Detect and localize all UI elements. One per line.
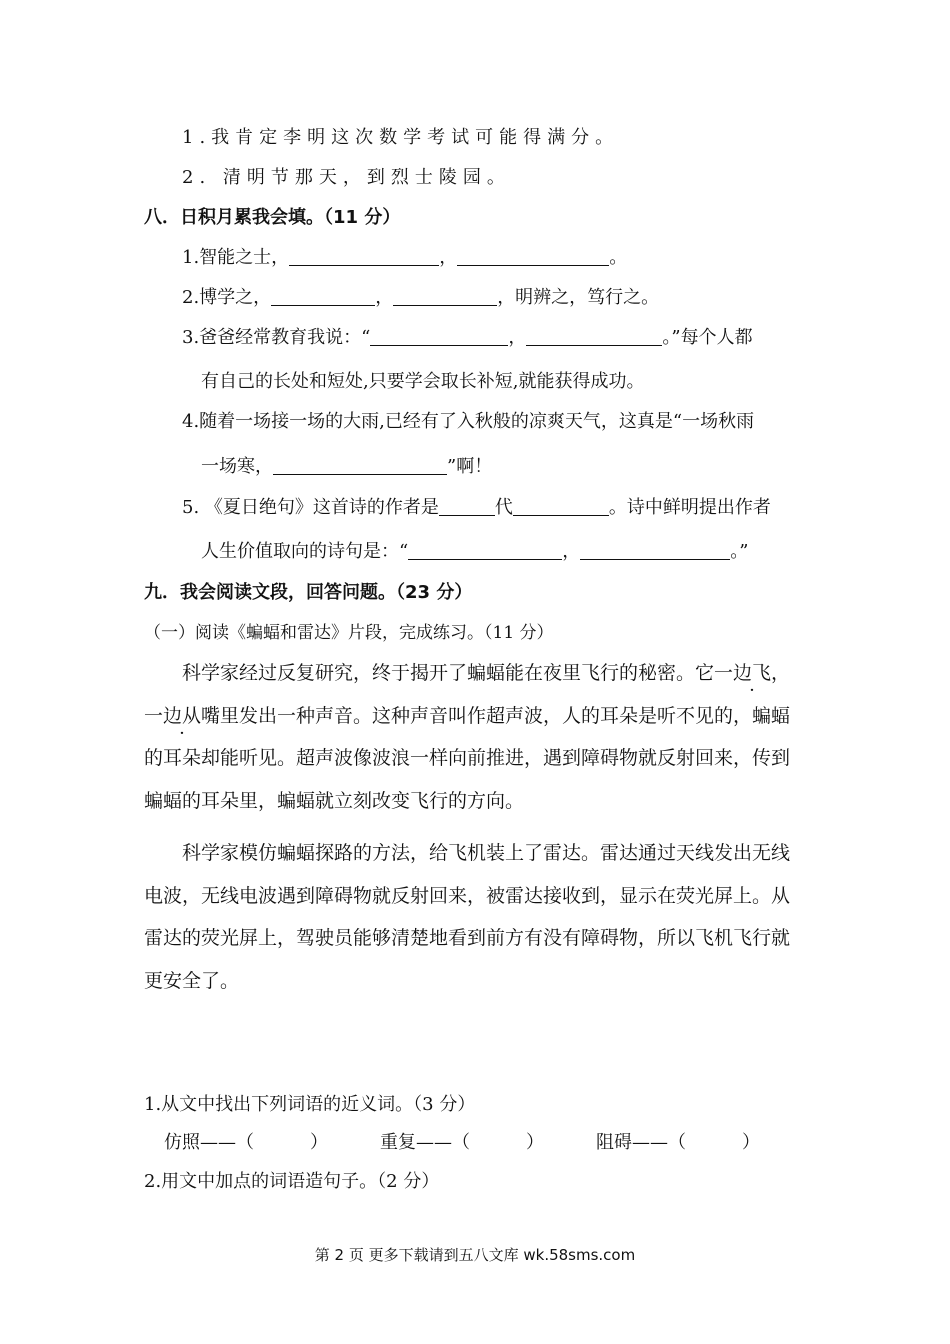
q3-prefix: 3.爸爸经常教育我说：“ xyxy=(182,327,371,348)
q2-end: ，明辨之，笃行之。 xyxy=(497,287,660,308)
dotted-word-2: 一边 xyxy=(144,704,183,727)
synonym-2-close: ） xyxy=(526,1132,544,1153)
q1-sep: ， xyxy=(439,247,458,268)
q5-prefix2: 人生价值取向的诗句是：“ xyxy=(201,541,409,562)
q5-blank-dynasty[interactable] xyxy=(439,497,495,516)
synonym-row xyxy=(164,1131,760,1155)
q5-sep2: ， xyxy=(562,541,581,562)
q1-prefix: 1.智能之士， xyxy=(182,247,290,268)
section8-q1 xyxy=(182,246,627,270)
section9-q2: 2.用文中加点的词语造句子。（2 分） xyxy=(144,1171,440,1192)
synonym-3-close: ） xyxy=(742,1132,760,1153)
q5-end2: 。” xyxy=(730,541,749,562)
q3-blank-1[interactable] xyxy=(370,327,508,346)
q1-blank-2[interactable] xyxy=(457,247,609,266)
section9-heading: 九．我会阅读文段，回答问题。（23 分） xyxy=(144,582,473,603)
q1-blank-1[interactable] xyxy=(289,247,439,266)
q2-blank-1[interactable] xyxy=(271,287,375,306)
synonym-3-label: 阻碍——（ xyxy=(596,1132,686,1153)
q4-blank[interactable] xyxy=(273,456,447,475)
dotted-word-1: 一边 xyxy=(714,662,753,684)
section8-heading: 八．日积月累我会填。（11 分） xyxy=(144,207,401,228)
section8-q4-line1: 4.随着一场接一场的大雨,已经有了入秋般的凉爽天气，这真是“一场秋雨 xyxy=(182,411,755,432)
section8-q5-line2 xyxy=(201,540,748,564)
q5-prefix: 5. 《夏日绝句》这首诗的作者是 xyxy=(182,497,439,518)
section8-q3-line2: 有自己的长处和短处,只要学会取长补短,就能获得成功。 xyxy=(201,371,645,392)
reading-paragraph-2: 科学家模仿蝙蝠探路的方法，给飞机装上了雷达。雷达通过天线发出无线电波，无线电波遇到障碍物就反射回来，被雷达接收到，显示在荧光屏上。从雷达的荧光屏上，驾驶员能够清楚地看到前方有没有障碍物，所以飞机飞行就更安全了。 xyxy=(144,842,791,992)
q1-end: 。 xyxy=(609,247,628,268)
q4-prefix: 一场寒， xyxy=(201,456,273,477)
section8-q4-line2 xyxy=(201,455,492,479)
section8-q5-line1 xyxy=(182,496,771,520)
q5-end: 。诗中鲜明提出作者 xyxy=(608,497,771,518)
section9-sub-heading: （一）阅读《蝙蝠和雷达》片段，完成练习。（11 分） xyxy=(144,623,554,643)
section7-item-1: 1.我肯定李明这次数学考试可能得满分。 xyxy=(182,127,620,148)
q3-sep: ， xyxy=(508,327,527,348)
q3-blank-2[interactable] xyxy=(526,327,662,346)
q5-blank-1[interactable] xyxy=(408,541,562,560)
q2-prefix: 2.博学之， xyxy=(182,287,272,308)
q5-blank-author[interactable] xyxy=(513,497,609,516)
q5-blank-2[interactable] xyxy=(580,541,730,560)
synonym-1-label: 仿照——（ xyxy=(164,1132,254,1153)
q5-mid: 代 xyxy=(494,497,513,518)
section7-item-2: 2. 清明节那天，到烈士陵园。 xyxy=(182,167,511,188)
synonym-1-close: ） xyxy=(310,1132,328,1153)
section9-q1: 1.从文中找出下列词语的近义词。（3 分） xyxy=(144,1094,476,1115)
reading-paragraph-1: 科学家经过反复研究，终于揭开了蝙蝠能在夜里飞行的秘密。它一边飞，一边从嘴里发出一种声音。这种声音叫作超声波，人的耳朵是听不见的，蝙蝠的耳朵却能听见。超声波像波浪一样向前推进，遇到障碍物就反射回来，传到蝙蝠的耳朵里，蝙蝠就立刻改变飞行的方向。 xyxy=(144,662,791,812)
page-footer: 第 2 页 更多下载请到五八文库 wk.58sms.com xyxy=(314,1246,636,1264)
q2-blank-2[interactable] xyxy=(393,287,497,306)
section8-q2 xyxy=(182,286,659,310)
synonym-2-label: 重复——（ xyxy=(380,1132,470,1153)
q2-sep: ， xyxy=(375,287,394,308)
section8-q3 xyxy=(182,326,753,350)
q3-end: 。”每个人都 xyxy=(662,327,753,348)
q4-end: ”啊！ xyxy=(447,456,493,477)
